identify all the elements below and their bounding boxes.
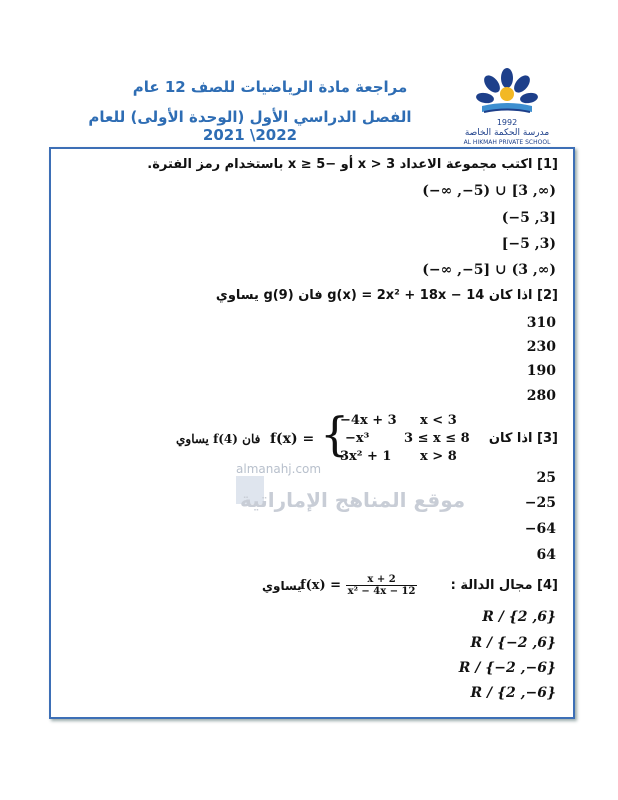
watermark-site: almanahj.com [236,462,322,476]
q3-option-1: 25 [536,470,556,486]
q4-option-1: R / {2 ,6} [482,609,556,625]
q2-option-3: 190 [526,363,556,379]
q1-option-3: [−5 ,3) [501,236,556,252]
q4-option-4: R / {2 ,−6} [470,685,556,701]
q3-fx-label: f(x) = [270,431,315,447]
question-4-prompt: مجال الدالة : [450,578,533,593]
q4-numerator: x + 2 [346,574,418,586]
q3-option-2: −25 [524,495,556,511]
q3-piece-2-expr: −x³ [345,431,370,446]
question-4-number: [4] [537,578,558,593]
q3-piece-1-expr: −4x + 3 [340,413,397,428]
q1-option-4: (−∞ ,−5] ∪ (3 ,∞) [422,262,556,278]
question-3 [489,431,558,446]
q4-function [300,574,417,597]
question-4 [451,578,558,593]
question-3-prompt-left: اذا كان [488,431,533,446]
q3-piece-1-cond: x < 3 [420,413,457,428]
q4-option-2: R / {−2 ,6} [470,635,556,651]
q4-fraction [346,574,418,597]
watermark-label: موقع المناهج الإماراتية [240,488,466,512]
title-line-1: مراجعة مادة الرياضيات للصف 12 عام [132,78,408,96]
q3-option-4: 64 [536,547,556,563]
question-3-number: [3] [537,431,558,446]
title-line-2: الفصل الدراسي الأول (الوحدة الأولى) للعام 2022\ 2021 [88,108,412,144]
question-2 [216,288,558,303]
logo-name-en: AL HIKMAH PRIVATE SCHOOL [463,139,551,146]
q2-option-4: 280 [526,388,556,404]
question-2-number: [2] [537,288,558,303]
logo-name-ar: مدرسة الحكمة الخاصة [464,128,550,138]
logo-year: 1992 [496,118,518,127]
question-1 [147,157,558,172]
q4-suffix: يساوي [262,579,302,593]
q3-option-3: −64 [524,521,556,537]
q3-piece-3-cond: x > 8 [420,449,457,464]
q2-option-1: 310 [526,315,556,331]
logo-caption [452,118,562,148]
q3-brace: { [320,407,350,461]
question-2-prompt: اذا كان g(x) = 2x² + 18x − 14 فان g(9) يساوي [215,288,533,303]
q4-denominator: x² − 4x − 12 [347,586,416,597]
q2-option-2: 230 [526,339,556,355]
q3-piece-3-expr: 3x² + 1 [340,449,392,464]
q4-option-3: R / {−2 ,−6} [458,660,556,676]
question-1-number: [1] [537,157,558,172]
q1-option-1: (−∞ ,−5) ∪ [3 ,∞) [422,183,556,199]
q4-fx-label: f(x) = [300,578,342,593]
question-3-prompt-right: فان f(4) يساوي [176,432,261,446]
q3-piece-2-cond: 3 ≤ x ≤ 8 [404,431,470,446]
question-1-prompt: اكتب مجموعة الاعداد 3 < x أو −5 ≤ x باستخدام رمز الفترة. [147,157,533,172]
q1-option-2: (−5 ,3] [501,210,556,226]
